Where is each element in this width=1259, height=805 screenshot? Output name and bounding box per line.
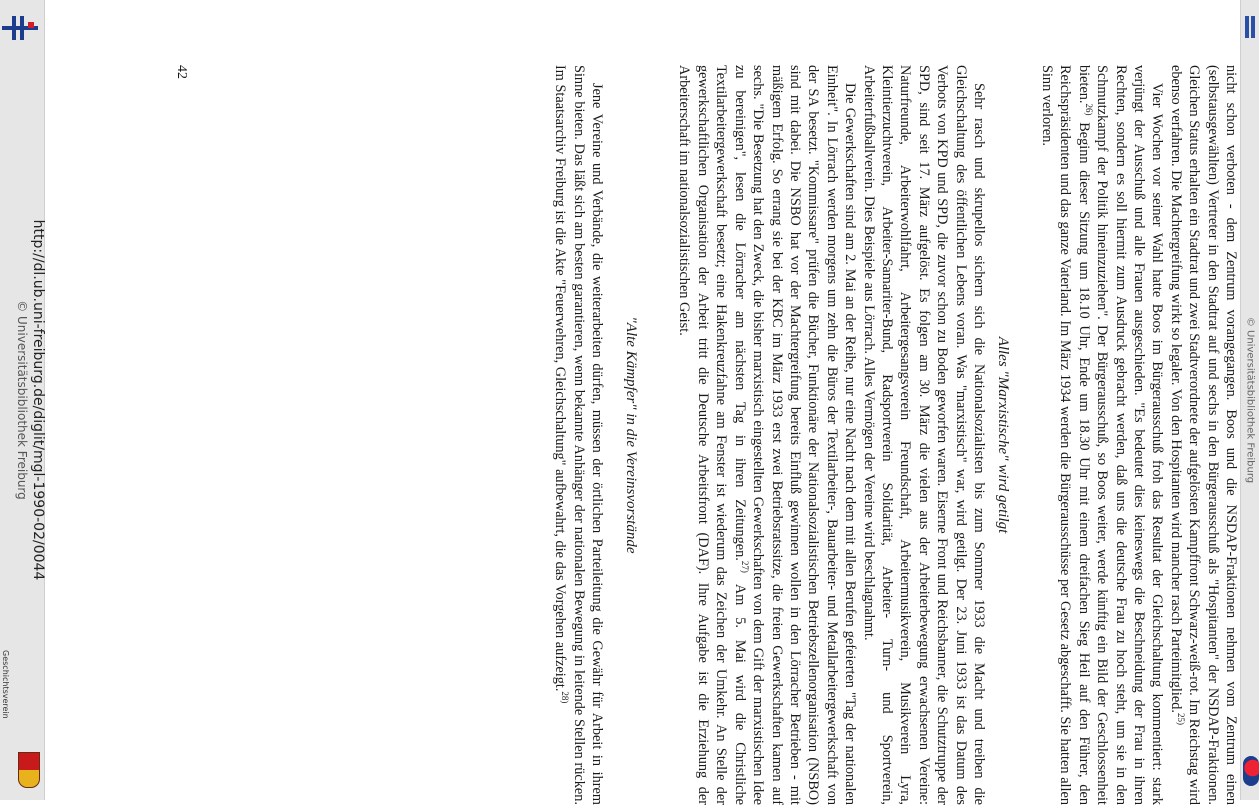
paragraph: nicht schon verboten - dem Zentrum vorangegangen. Boos und die NSDAP-Fraktionen nehmen vom Zentrum einen (selbstausgewählten) Vertreter in den Stadtrat auf und sechs in den Bürgerausschuß als "Hospitanten" der NSDAP-Fraktionen. Gleichen Status erhalten ein Stadtrat und zwei Stadtverordnete der aufgelösten Kampffront Schwarz-weiß-rot. Im Reichstag wird ebenso verfahren. Die Machtergreifung wirkt so legaler. Von den Hospitanten wird mancher rasch Parteimitglied.$^{25)}$ xyxy=(1167,65,1239,805)
paragraph: Sehr rasch und skrupellos sichern sich die Nationalsozialisten bis zum Sommer 1933 die Macht und treiben die Gleichschaltung des öffentlichen Lebens voran. Was "marxistisch" war, wird getilgt. Der 23. Juni 1933 ist das Datum des Verbots von KPD und SPD, die zuvor schon zu Boden geworfen waren. Eiserne Front und Reichsbanner, die Schutztruppe der SPD, sind seit 17. März aufgelöst. Es folgen am 30. März die vielen aus der Arbeiterbewegung erwachsenen Vereine: Naturfreunde, Arbeiterwohlfahrt, Arbeitergesangsverein Freundschaft, Arbeitermusikverein, Musikverein Lyra, Kleintierzuchtverein, Arbeiter-Samariter-Bund, Radsportverein Solidarität, Arbeiter- Turn- und Sportverein, Arbeiterfußballverein. Dies Beispiele aus Lörrach. Alles Vermögen der Vereine wird beschlagnahmt. xyxy=(860,65,987,805)
text-block-bottom xyxy=(551,65,606,805)
document-url[interactable]: http://dl.ub.uni-freiburg.de/diglit/mgl-1990-02/0044 xyxy=(30,219,46,581)
viewer-left-band xyxy=(0,0,45,800)
paragraph: Jene Vereine und Verbände, die weiterarbeiten dürfen, müssen der örtlichen Parteileitung die Gewähr für Arbeit in ihrem Sinne bieten. Das läßt sich am besten garantieren, wenn bekannte Anhänger der nationalen Bewegung in leitende Stellen rücken. Im Staatsarchiv Freiburg ist die Akte "Feuerwehren, Gleichschaltung" aufbewahrt, die das Vorgehen aufzeigt.$^{28)}$ xyxy=(552,65,605,805)
text-block-middle xyxy=(675,65,988,805)
paragraph: Vier Wochen vor seiner Wahl hatte Boos im Bürgerausschuß froh das Resultat der Gleichschaltung kommentiert: stark verjüngt der Ausschuß und alle Frauen ausgeschieden. "Es bedeutet dies keineswegs die Beschneidung der Frau in ihren Rechten, sondern es soll hiermit zum Ausdruck gebracht werden, daß uns die deutsche Frau zu hoch steht, um sie in den Schmutzkampf der Politik hineinzuziehen". Der Bürgerausschuß, so Boos weiter, werde künftig ein Bild der Geschlossenheit bieten.$^{26)}$ Beginn dieser Sitzung um 18.10 Uhr, Ende um 18.30 Uhr mit einem dreifachen Sieg Heil auf den Führer, den Reichspräsidenten und das ganze Vaterland. Im März 1934 werden die Bürgerausschüsse per Gesetz abgeschafft. Sie hatten allen Sinn verloren. xyxy=(1038,65,1166,805)
right-margin-copyright: © Universitätsbibliothek Freiburg xyxy=(1244,316,1256,484)
paragraph: Die Gewerkschaften sind am 2. Mai an der Reihe, nur eine Nacht nach dem mit allen Berufen gefeierten "Tag der nationalen Einheit". In Lörrach werden morgens um zehn die Büros der Textilarbeiter-, Bauarbeiter- und Metallarbeitergewerkschaft von der SA besetzt. "Kommissare" prüfen die Bücher, Funktionäre der Nationalsozialistischen Betriebszellenorganisation (NSBO) sind mit dabei. Die NSBO hat vor der Machtergreifung bereits Einfluß gewinnen wollen in den Lörracher Betrieben - mit mäßigem Erfolg. So errang sie bei der KBC im März 1933 erst zwei Betriebsratssitze, die freien Gewerkschaften kamen auf sechs. "Die Besetzung hat den Zweck, die bisher marxistisch eingestellten Gewerkschaften von dem Gift der marxistischen Idee zu bereinigen", lesen die Lörracher am nächsten Tag in ihren Zeitungen.$^{27)}$ Am 5. Mai wird die Christliche Textilarbeitergewerkschaft besetzt; eine Hakenkreuzfahne am Fenster ist wiederum das Zeichen der Umkehr. An Stelle der gewerkschaftlichen Organisation der Arbeit tritt die Deutsche Arbeitsfront (DAF). Ihre Aufgabe ist die Erziehung der Arbeiterschaft im nationalsozialistischen Geist. xyxy=(676,65,859,805)
section-heading: "Alte Kämpfer" in die Vereinsvorstände xyxy=(623,316,639,554)
copyright-notice: © Universitätsbibliothek Freiburg xyxy=(15,300,29,500)
viewer-url-footer xyxy=(14,0,46,800)
society-crest-icon xyxy=(18,752,40,788)
section-heading: Alles "Marxistische" wird getilgt xyxy=(995,336,1011,534)
society-name: Geschichtsverein xyxy=(1,650,10,719)
page-number: 42 xyxy=(174,65,189,79)
scanned-page xyxy=(160,65,1240,805)
text-block-top xyxy=(1038,65,1240,805)
